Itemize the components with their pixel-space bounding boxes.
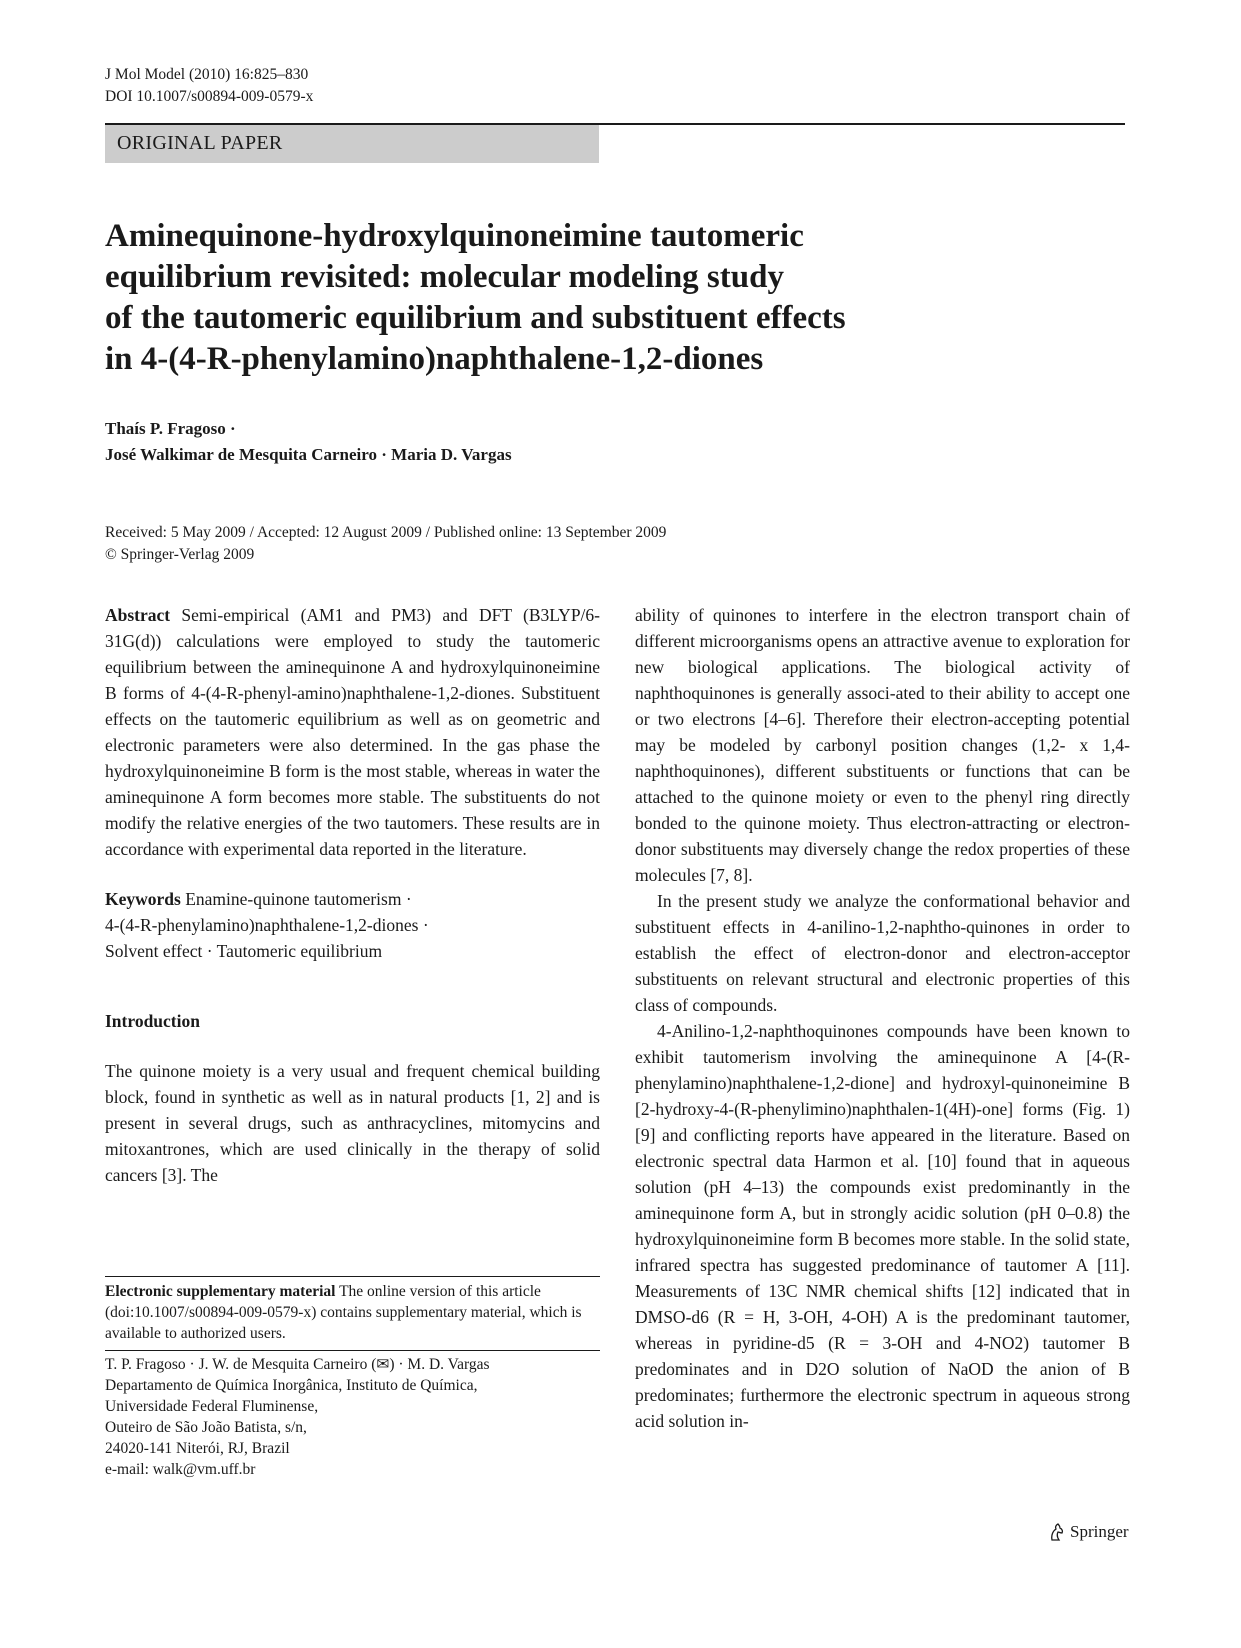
author-line: José Walkimar de Mesquita Carneiro · Maria D. Vargas [105, 445, 512, 464]
keyword-line: Enamine-quinone tautomerism · [185, 889, 412, 909]
title-line: equilibrium revisited: molecular modeling study [105, 259, 784, 295]
abstract [105, 602, 600, 862]
dates-line: Received: 5 May 2009 / Accepted: 12 August 2009 / Published online: 13 September 2009 [105, 524, 667, 541]
journal-line: J Mol Model (2010) 16:825–830 [105, 66, 309, 83]
title-line: in 4-(4-R-phenylamino)naphthalene-1,2-diones [105, 341, 764, 377]
abstract-text: Semi-empirical (AM1 and PM3) and DFT (B3LYP/6-31G(d)) calculations were employed to study the tautomeric equilibrium between the aminequinone A and hydroxylquinoneimine B forms of 4-(4-R-phenyl-amino)naphthalene-1,2-diones. Substituent effects on the tautomeric equilibrium as well as on geometric and electronic parameters were also determined. In the gas phase the hydroxylquinoneimine B form is the most stable, whereas in water the aminequinone A form becomes more stable. The substituents do not modify the relative energies of the two tautomers. These results are in accordance with experimental data reported in the literature. [105, 605, 600, 859]
body-paragraph: ability of quinones to interfere in the electron transport chain of different microorganisms opens an attractive avenue to exploration for new biological applications. The biological activity of naphthoquinones is generally associ-ated to their ability to accept one or two electrons [4–6]. Therefore their electron-accepting potential may be modeled by carbonyl position changes (1,2- x 1,4- naphthoquinones), different substituents or functions that can be attached to the quinone moiety or even to the phenyl ring directly bonded to the quinone moiety. Thus electron-attracting or electron-donor substituents may diversely change the redox properties of these molecules [7, 8]. [635, 605, 1130, 885]
affiliation-line: 24020-141 Niterói, RJ, Brazil [105, 1440, 290, 1457]
copyright-line: © Springer-Verlag 2009 [105, 546, 255, 563]
author-affiliation [105, 1354, 600, 1480]
introduction-paragraph: The quinone moiety is a very usual and frequent chemical building block, found in synthetic as well as in natural products [1, 2] and is present in several drugs, such as anthracyclines, mitomycins and mitoxantrones, which are used clinically in the therapy of solid cancers [3]. The [105, 1061, 600, 1185]
keyword-line: 4-(4-R-phenylamino)naphthalene-1,2-diones · [105, 915, 429, 935]
esm-text: The online version of this article (doi:10.1007/s00894-009-0579-x) contains supplementary material, which is available to authorized users. [105, 1283, 582, 1342]
body-paragraph: 4-Anilino-1,2-naphthoquinones compounds have been known to exhibit tautomerism involving the aminequinone A [4-(R-phenylamino)naphthalene-1,2-dione] and hydroxyl-quinoneimine B [2-hydroxy-4-(R-phenylimino)naphthalen-1(4H)-one] forms (Fig. 1) [9] and conflicting reports have appeared in the literature. Based on electronic spectral data Harmon et al. [10] found that in aqueous solution (pH 4–13) the compounds exist predominantly in the aminequinone form A, but in strongly acidic solution (pH 0–0.8) the hydroxylquinoneimine form B becomes more stable. In the solid state, infrared spectra has suggested predominance of tautomer A [11]. Measurements of 13C NMR chemical shifts [12] indicated that in DMSO-d6 (R = H, 3-OH, 4-OH) A is the predominant tautomer, whereas in pyridine-d5 (R = 3-OH and 4-NO2) tautomer B predominates and in D2O solution of NaOD the anion of B predominates; furthermore the electronic spectrum in aqueous strong acid solution in- [635, 1021, 1130, 1431]
supplementary-note [105, 1276, 600, 1351]
author-list [105, 416, 512, 468]
keyword-line: Solvent effect · Tautomeric equilibrium [105, 941, 383, 961]
section-label: ORIGINAL PAPER [117, 132, 283, 154]
section-banner [105, 125, 599, 163]
paper-title [105, 216, 1105, 380]
publication-dates [105, 522, 666, 566]
publisher-logo [1048, 1522, 1129, 1542]
title-line: of the tautomeric equilibrium and substituent effects [105, 300, 846, 336]
affiliation-line: T. P. Fragoso · J. W. de Mesquita Carneiro (✉) · M. D. Vargas [105, 1356, 490, 1373]
left-column [105, 602, 600, 1188]
abstract-label: Abstract [105, 605, 171, 625]
right-column [635, 602, 1130, 1434]
introduction-heading: Introduction [105, 1011, 200, 1031]
body-paragraph: In the present study we analyze the conformational behavior and substituent effects in 4-anilino-1,2-naphtho-quinones in order to establish the effect of electron-donor and electron-acceptor substituents on relevant structural and electronic properties of this class of compounds. [635, 891, 1130, 1015]
keywords-label: Keywords [105, 889, 181, 909]
email-line[interactable]: e-mail: walk@vm.uff.br [105, 1461, 256, 1478]
affiliation-line: Outeiro de São João Batista, s/n, [105, 1419, 307, 1436]
springer-horse-icon [1048, 1522, 1065, 1542]
esm-label: Electronic supplementary material [105, 1283, 336, 1300]
affiliation-line: Departamento de Química Inorgânica, Instituto de Química, [105, 1377, 478, 1394]
affiliation-line: Universidade Federal Fluminense, [105, 1398, 319, 1415]
keywords [105, 886, 600, 964]
publisher-name: Springer [1070, 1522, 1129, 1541]
journal-citation [105, 64, 313, 108]
doi-line: DOI 10.1007/s00894-009-0579-x [105, 88, 314, 105]
title-line: Aminequinone-hydroxylquinoneimine tautomeric [105, 218, 804, 254]
author-line: Thaís P. Fragoso · [105, 419, 236, 438]
